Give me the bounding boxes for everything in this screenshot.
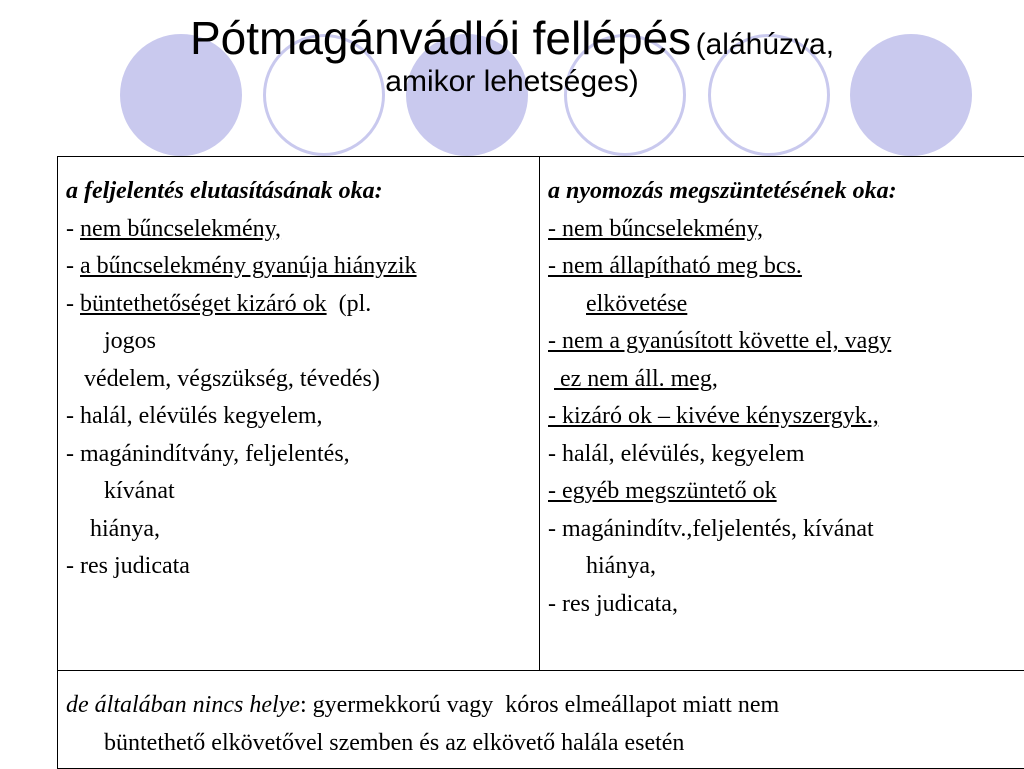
right-header: a nyomozás megszüntetésének oka: (548, 173, 1016, 211)
left-line: - res judicata (66, 548, 531, 586)
left-line: - nem bűncselekmény, (66, 211, 531, 249)
footer-line: büntethető elkövetővel szemben és az elkövető halála esetén (66, 725, 1016, 763)
right-line: hiánya, (548, 548, 1016, 586)
left-line: védelem, végszükség, tévedés) (66, 361, 531, 399)
right-line: - kizáró ok – kivéve kényszergyk., (548, 398, 1016, 436)
right-line: ez nem áll. meg, (548, 361, 1016, 399)
right-line: elkövetése (548, 286, 1016, 324)
right-line: - res judicata, (548, 586, 1016, 624)
left-line: - büntethetőséget kizáró ok (pl. (66, 286, 531, 324)
right-line: - nem a gyanúsított követte el, vagy (548, 323, 1016, 361)
left-cell (58, 157, 540, 671)
title-sub-line2: amikor lehetséges) (0, 66, 1024, 98)
right-line: - magánindítv.,feljelentés, kívánat (548, 511, 1016, 549)
left-line: - a bűncselekmény gyanúja hiányzik (66, 248, 531, 286)
footer-line: de általában nincs helye: gyermekkorú vagy kóros elmeállapot miatt nem (66, 687, 1016, 725)
left-line: - magánindítvány, feljelentés, (66, 436, 531, 474)
right-line: - nem bűncselekmény, (548, 211, 1016, 249)
right-line: - egyéb megszüntető ok (548, 473, 1016, 511)
content-table (57, 156, 1024, 769)
title-sub: (aláhúzva, (696, 28, 834, 61)
right-line: - nem állapítható meg bcs. (548, 248, 1016, 286)
right-cell (540, 157, 1024, 671)
right-line: - halál, elévülés, kegyelem (548, 436, 1016, 474)
left-line: jogos (66, 323, 531, 361)
footer-cell (58, 671, 1024, 769)
page-title (0, 14, 1024, 98)
left-line: - halál, elévülés kegyelem, (66, 398, 531, 436)
left-header: a feljelentés elutasításának oka: (66, 173, 531, 211)
left-line: kívánat (66, 473, 531, 511)
title-main: Pótmagánvádlói fellépés (190, 12, 691, 64)
left-line: hiánya, (66, 511, 531, 549)
